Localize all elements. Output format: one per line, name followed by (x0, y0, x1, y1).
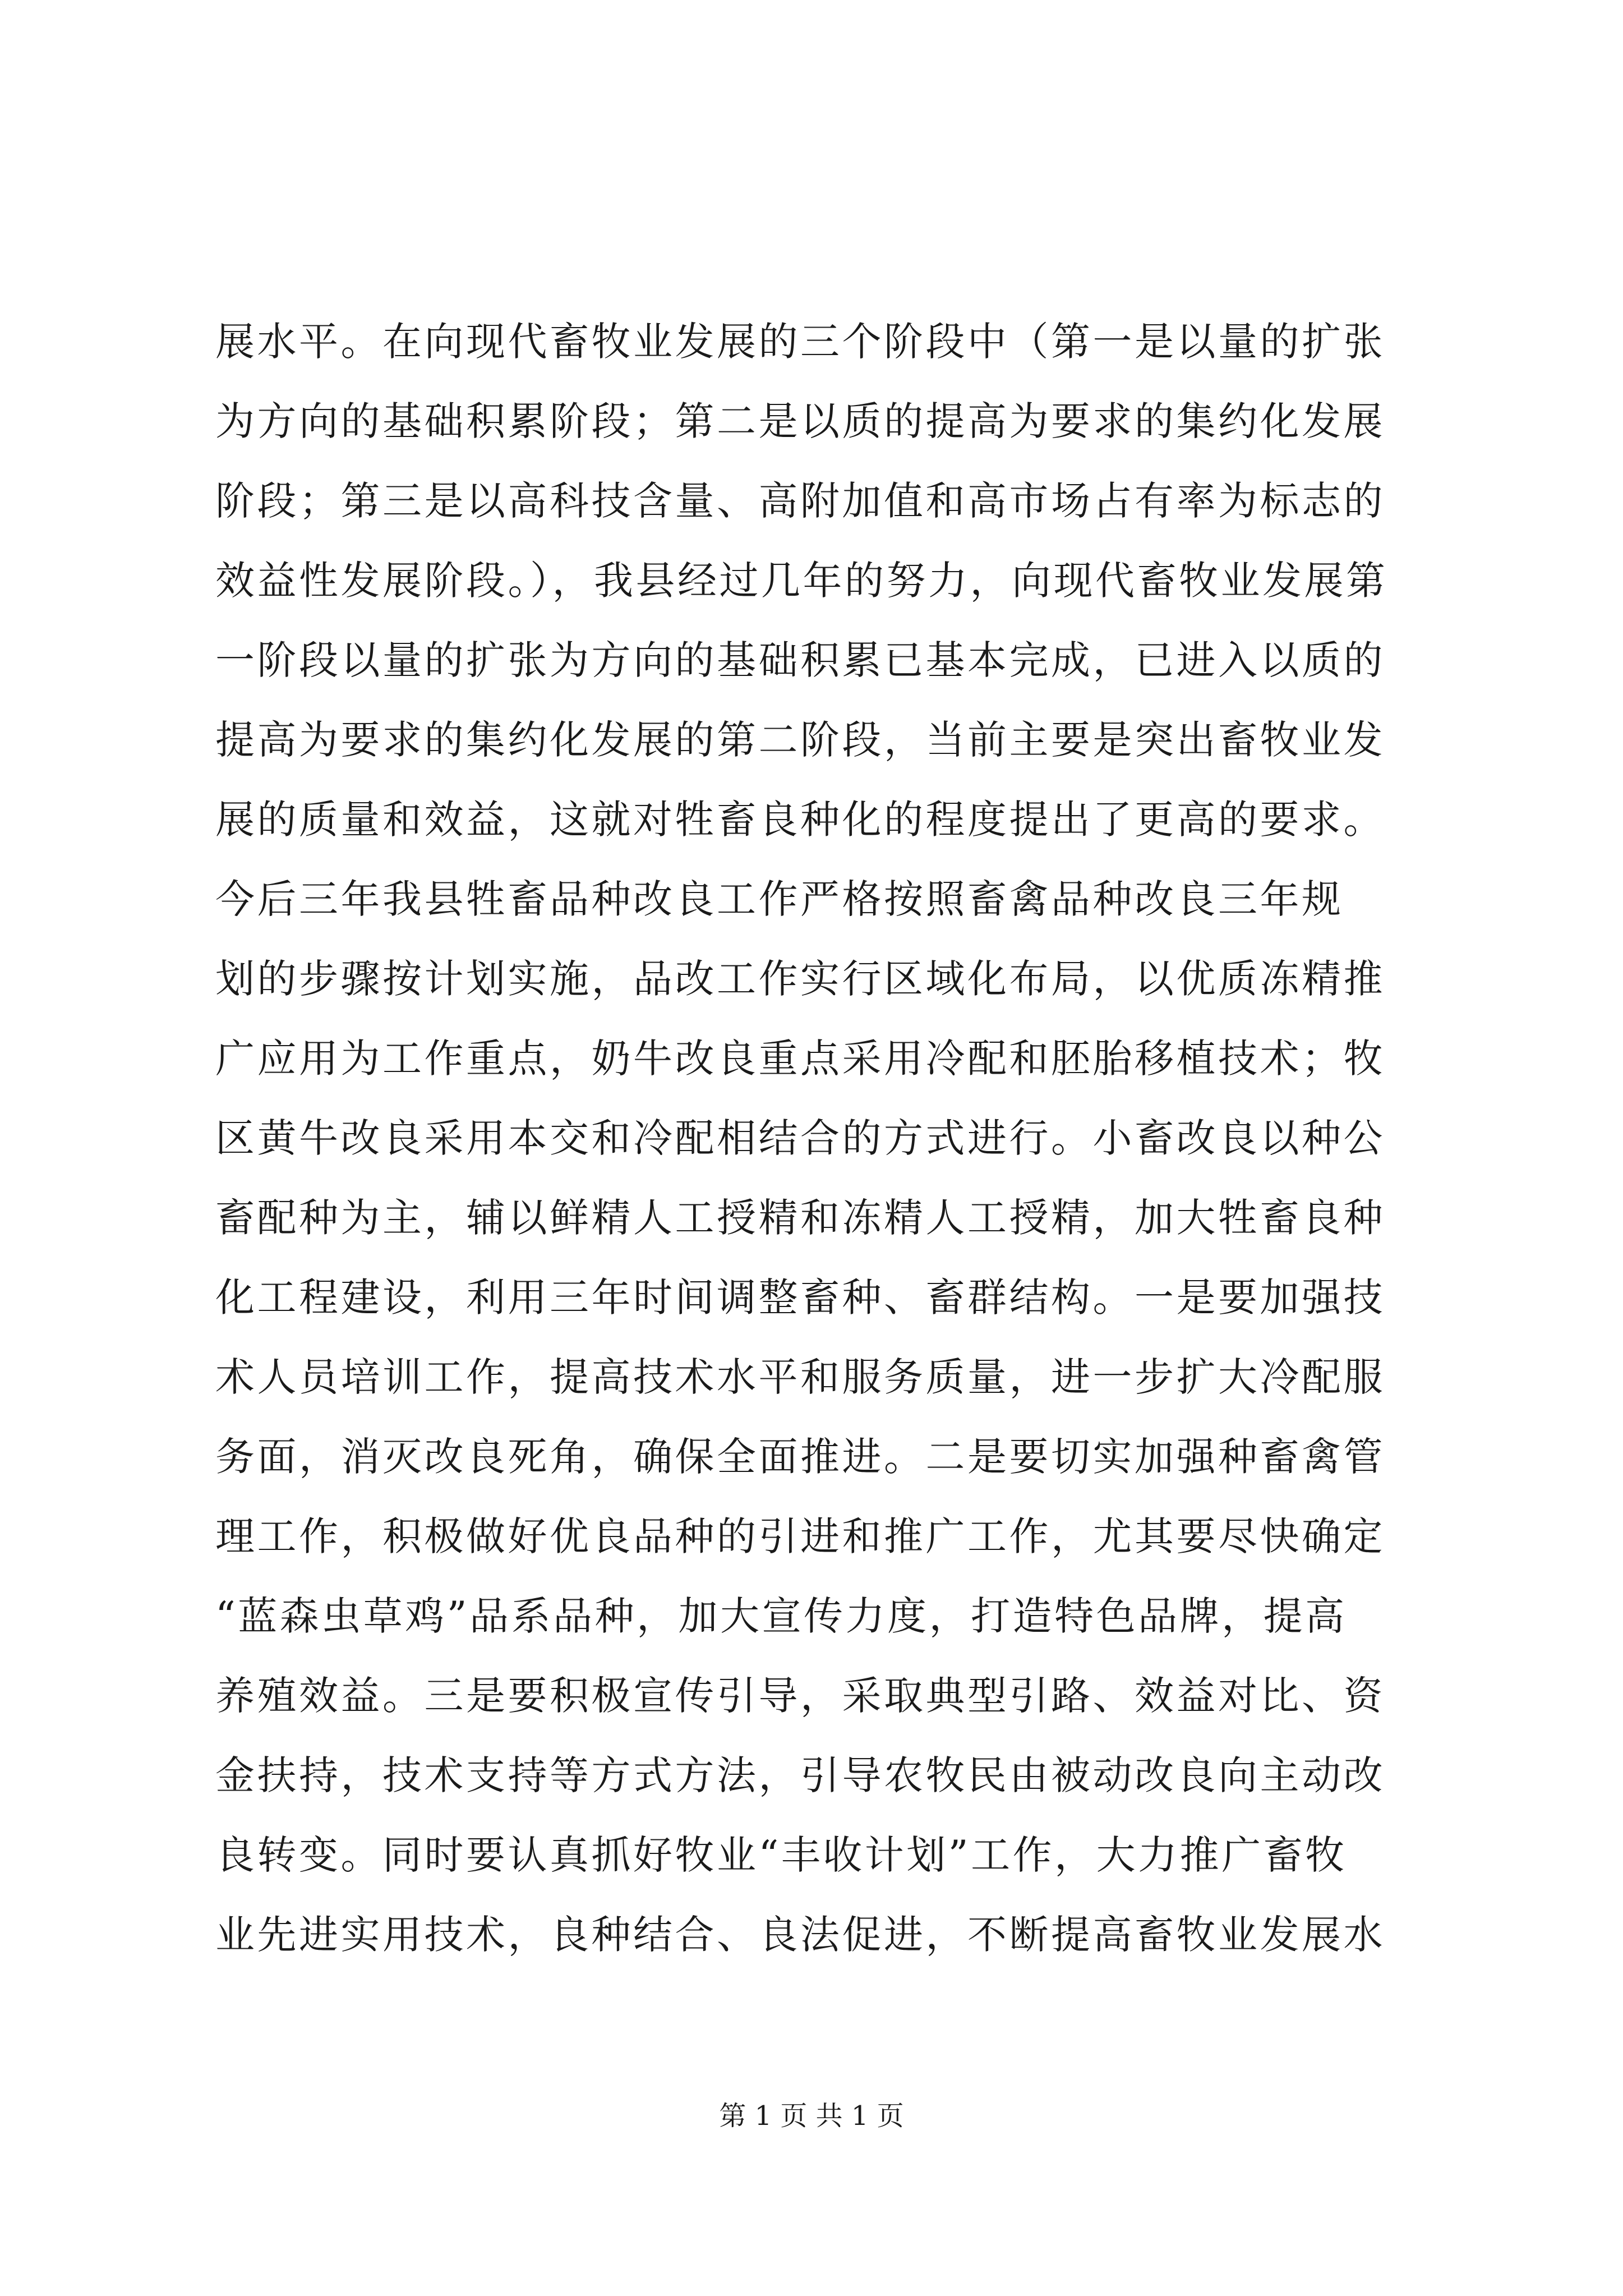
text-line: 展水平。在向现代畜牧业发展的三个阶段中（第一是以量的扩张 (215, 319, 1385, 365)
text-line: 理工作，积极做好优良品种的引进和推广工作，尤其要尽快确定 (215, 1513, 1385, 1559)
text-line: 今后三年我县牲畜品种改良工作严格按照畜禽品种改良三年规 (215, 876, 1344, 922)
text-line: 提高为要求的集约化发展的第二阶段，当前主要是突出畜牧业发 (215, 717, 1385, 763)
text-line: 畜配种为主，辅以鲜精人工授精和冻精人工授精，加大牲畜良种 (215, 1195, 1385, 1241)
text-line: 区黄牛改良采用本交和冷配相结合的方式进行。小畜改良以种公 (215, 1115, 1385, 1161)
text-line: 划的步骤按计划实施，品改工作实行区域化布局，以优质冻精推 (215, 956, 1385, 1002)
text-line: 金扶持，技术支持等方式方法，引导农牧民由被动改良向主动改 (215, 1752, 1385, 1798)
text-line: 养殖效益。三是要积极宣传引导，采取典型引路、效益对比、资 (215, 1673, 1385, 1719)
text-line: 业先进实用技术，良种结合、良法促进，不断提高畜牧业发展水 (215, 1912, 1385, 1958)
body-paragraph (215, 302, 1410, 1975)
text-line: 效益性发展阶段。），我县经过几年的努力，向现代畜牧业发展第 (215, 558, 1388, 604)
text-line: 阶段；第三是以高科技含量、高附加值和高市场占有率为标志的 (215, 478, 1385, 524)
text-line: 一阶段以量的扩张为方向的基础积累已基本完成，已进入以质的 (215, 637, 1385, 683)
text-line: 务面，消灭改良死角，确保全面推进。二是要切实加强种畜禽管 (215, 1434, 1385, 1480)
page-footer: 第 1 页 共 1 页 (719, 2100, 904, 2132)
text-line: 术人员培训工作，提高技术水平和服务质量，进一步扩大冷配服 (215, 1354, 1385, 1400)
text-line: 化工程建设，利用三年时间调整畜种、畜群结构。一是要加强技 (215, 1274, 1385, 1320)
text-line: 广应用为工作重点，奶牛改良重点采用冷配和胚胎移植技术；牧 (215, 1036, 1385, 1082)
text-line: 为方向的基础积累阶段；第二是以质的提高为要求的集约化发展 (215, 398, 1385, 444)
text-line: 良转变。同时要认真抓好牧业“丰收计划”工作，大力推广畜牧 (215, 1832, 1347, 1878)
text-line: 展的质量和效益，这就对牲畜良种化的程度提出了更高的要求。 (215, 797, 1385, 843)
text-line: “蓝森虫草鸡”品系品种，加大宣传力度，打造特色品牌，提高 (215, 1593, 1347, 1639)
